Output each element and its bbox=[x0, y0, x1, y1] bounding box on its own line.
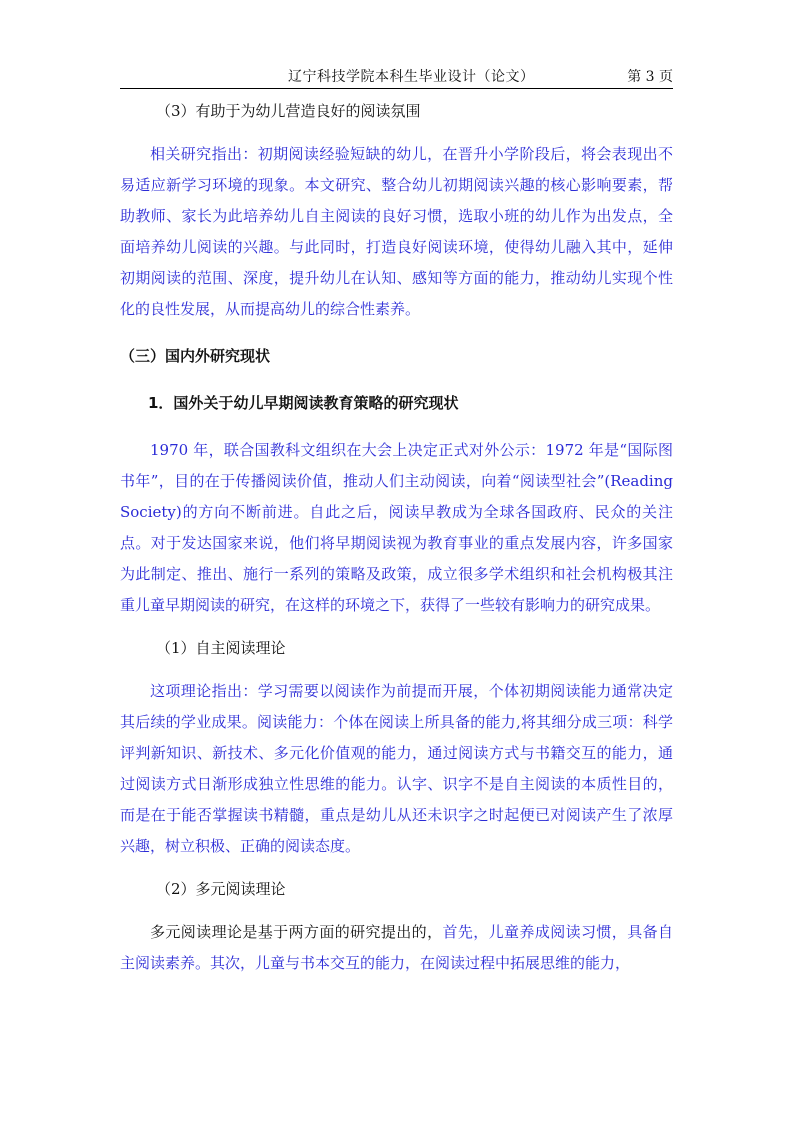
page-number: 第 3 页 bbox=[627, 69, 673, 85]
subsection-heading: 1．国外关于幼儿早期阅读教育策略的研究现状 bbox=[148, 394, 459, 412]
subsection-heading: （3）有助于为幼儿营造良好的阅读氛围 bbox=[156, 102, 421, 120]
paragraph: 1970 年，联合国教科文组织在大会上决定正式对外公示：1972 年是“国际图书年”，目的在于传播阅读价值，推动人们主动阅读，向着“阅读型社会”(Reading Society)的方向不断前进。自此之后，阅读早教成为全球各国政府、民众的关注点。对于发达国家来说，他们将早期阅读视为教育事业的重点发展内容，许多国家为此制定、推出、施行一系列的策略及政策，成立很多学术组织和社会机构极其注重儿童早期阅读的研究，在这样的环境之下，获得了一些较有影响力的研究成果。 bbox=[120, 441, 673, 614]
header-title: 辽宁科技学院本科生毕业设计（论文） bbox=[288, 69, 535, 85]
section-heading: （三）国内外研究现状 bbox=[120, 347, 271, 365]
paragraph: 这项理论指出：学习需要以阅读作为前提而开展，个体初期阅读能力通常决定其后续的学业成果。阅读能力：个体在阅读上所具备的能力,将其细分成三项：科学评判新知识、新技术、多元化价值观的能力，通过阅读方式与书籍交互的能力，通过阅读方式日渐形成独立性思维的能力。认字、识字不是自主阅读的本质性目的，而是在于能否掌握读书精髓，重点是幼儿从还未识字之时起便已对阅读产生了浓厚兴趣，树立积极、正确的阅读态度。 bbox=[120, 682, 673, 855]
document-body bbox=[120, 96, 673, 979]
paragraph: 相关研究指出：初期阅读经验短缺的幼儿，在晋升小学阶段后，将会表现出不易适应新学习环境的现象。本文研究、整合幼儿初期阅读兴趣的核心影响要素，帮助教师、家长为此培养幼儿自主阅读的良好习惯，选取小班的幼儿作为出发点，全面培养幼儿阅读的兴趣。与此同时，打造良好阅读环境，使得幼儿融入其中，延伸初期阅读的范围、深度，提升幼儿在认知、感知等方面的能力，推动幼儿实现个性化的良性发展，从而提高幼儿的综合性素养。 bbox=[120, 145, 673, 318]
subsection-heading: （2）多元阅读理论 bbox=[156, 880, 286, 898]
page-header bbox=[120, 64, 673, 89]
paragraph-text-highlight: 首先，儿童养成阅读习惯，具备自主阅读素养。其次，儿童与书本交互的能力，在阅读过程中拓展思维的能力， bbox=[120, 923, 673, 972]
subsection-heading: （1）自主阅读理论 bbox=[156, 639, 286, 657]
paragraph bbox=[120, 917, 673, 979]
paragraph-text: 多元阅读理论是基于两方面的研究提出的， bbox=[150, 923, 443, 941]
